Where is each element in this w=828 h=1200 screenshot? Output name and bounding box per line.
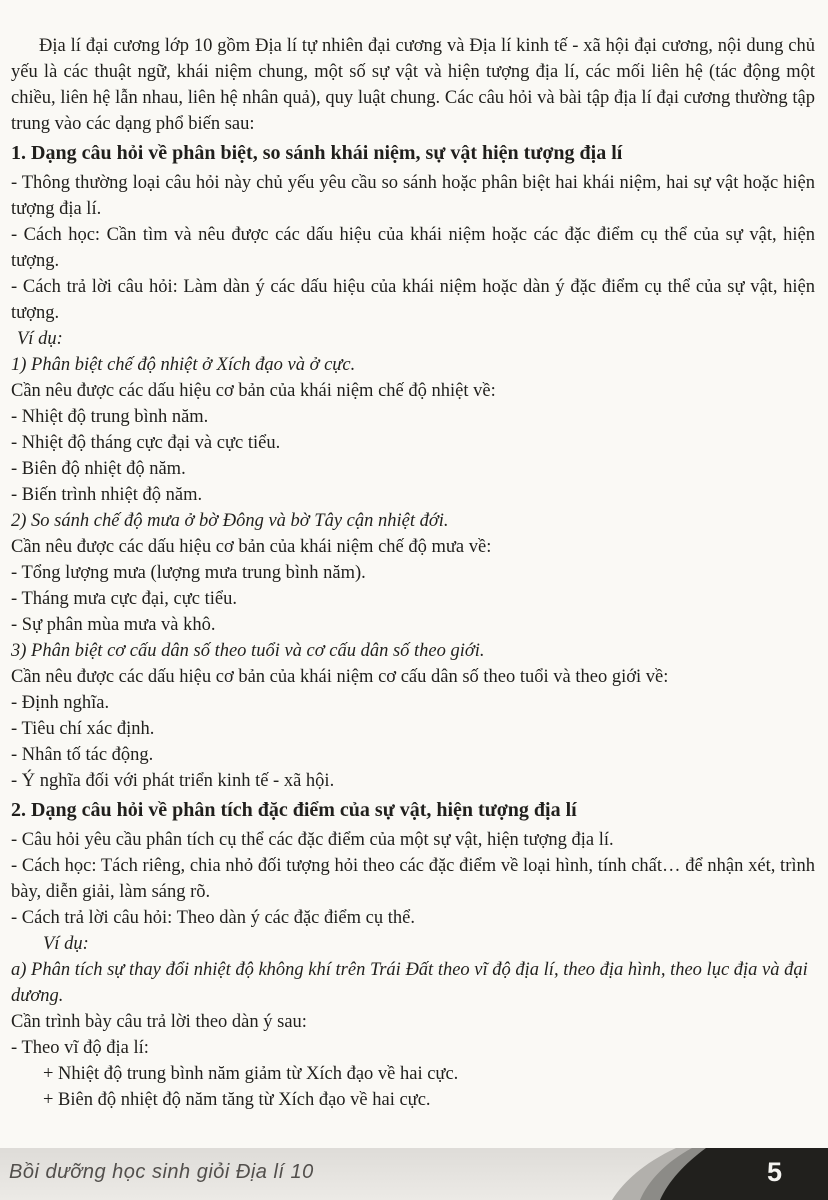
book-title: Bồi dưỡng học sinh giỏi Địa lí 10: [9, 1161, 314, 1183]
body-line: Cần trình bày câu trả lời theo dàn ý sau:: [11, 1012, 307, 1032]
bullet-line: - Tổng lượng mưa (lượng mưa trung bình năm).: [11, 563, 366, 583]
body-line: Cần nêu được các dấu hiệu cơ bản của khái niệm cơ cấu dân số theo tuổi và theo giới về:: [11, 667, 669, 687]
bullet-line: - Cách trả lời câu hỏi: Làm dàn ý các dấu hiệu của khái niệm hoặc dàn ý đặc điểm cụ thể của sự vật, hiện tượng.: [11, 277, 815, 323]
example-label: Ví dụ:: [17, 329, 63, 349]
body-line: Cần nêu được các dấu hiệu cơ bản của khái niệm chế độ nhiệt về:: [11, 381, 496, 401]
page-content: [11, 33, 815, 1113]
bullet-line: - Tháng mưa cực đại, cực tiểu.: [11, 589, 237, 609]
bullet-line: - Tiêu chí xác định.: [11, 719, 155, 739]
sub-bullet-line: + Biên độ nhiệt độ năm tăng từ Xích đạo về hai cực.: [43, 1090, 431, 1110]
bullet-line: - Ý nghĩa đối với phát triển kinh tế - xã hội.: [11, 771, 335, 791]
bullet-line: - Định nghĩa.: [11, 693, 110, 713]
example-1-title: 1) Phân biệt chế độ nhiệt ở Xích đạo và ở cực.: [11, 355, 356, 375]
bullet-line: - Cách học: Tách riêng, chia nhỏ đối tượng hỏi theo các đặc điểm về loại hình, tính chất… để nhận xét, trình bày, diễn giải, làm sáng rõ.: [11, 856, 815, 902]
bullet-line: - Câu hỏi yêu cầu phân tích cụ thể các đặc điểm của một sự vật, hiện tượng địa lí.: [11, 830, 614, 850]
example-2-title: 2) So sánh chế độ mưa ở bờ Đông và bờ Tây cận nhiệt đới.: [11, 511, 449, 531]
bullet-line: - Cách học: Cần tìm và nêu được các dấu hiệu của khái niệm hoặc các đặc điểm cụ thể của sự vật, hiện tượng.: [11, 225, 815, 271]
bullet-line: - Sự phân mùa mưa và khô.: [11, 615, 216, 635]
page-number: 5: [766, 1157, 782, 1187]
section-2-heading: 2. Dạng câu hỏi về phân tích đặc điểm của sự vật, hiện tượng địa lí: [11, 799, 577, 821]
intro-paragraph: Địa lí đại cương lớp 10 gồm Địa lí tự nhiên đại cương và Địa lí kinh tế - xã hội đại cương, nội dung chủ yếu là các thuật ngữ, khái niệm chung, một số sự vật và hiện tượng địa lí, các mối liên hệ (tác động một chiều, liên hệ lẫn nhau, liên hệ nhân quả), quy luật chung. Các câu hỏi và bài tập địa lí đại cương thường tập trung vào các dạng phổ biến sau:: [11, 36, 815, 134]
body-line: Cần nêu được các dấu hiệu cơ bản của khái niệm chế độ mưa về:: [11, 537, 492, 557]
example-label: Ví dụ:: [43, 934, 89, 954]
bullet-line: - Biên độ nhiệt độ năm.: [11, 459, 186, 479]
page-footer: [0, 1148, 828, 1200]
section-1-heading: 1. Dạng câu hỏi về phân biệt, so sánh khái niệm, sự vật hiện tượng địa lí: [11, 142, 623, 164]
bullet-line: - Nhiệt độ trung bình năm.: [11, 407, 209, 427]
bullet-line: - Nhân tố tác động.: [11, 745, 154, 765]
example-3-title: 3) Phân biệt cơ cấu dân số theo tuổi và cơ cấu dân số theo giới.: [11, 641, 485, 661]
bullet-line: - Nhiệt độ tháng cực đại và cực tiểu.: [11, 433, 281, 453]
sub-bullet-line: + Nhiệt độ trung bình năm giảm từ Xích đạo về hai cực.: [43, 1064, 459, 1084]
bullet-line: - Biến trình nhiệt độ năm.: [11, 485, 203, 505]
bullet-line: - Thông thường loại câu hỏi này chủ yếu yêu cầu so sánh hoặc phân biệt hai khái niệm, hai sự vật hoặc hiện tượng địa lí.: [11, 173, 815, 219]
example-a-title: a) Phân tích sự thay đổi nhiệt độ không khí trên Trái Đất theo vĩ độ địa lí, theo địa hình, theo lục địa và đại dương.: [11, 960, 808, 1006]
bullet-line: - Cách trả lời câu hỏi: Theo dàn ý các đặc điểm cụ thể.: [11, 908, 415, 928]
bullet-line: - Theo vĩ độ địa lí:: [11, 1038, 149, 1058]
